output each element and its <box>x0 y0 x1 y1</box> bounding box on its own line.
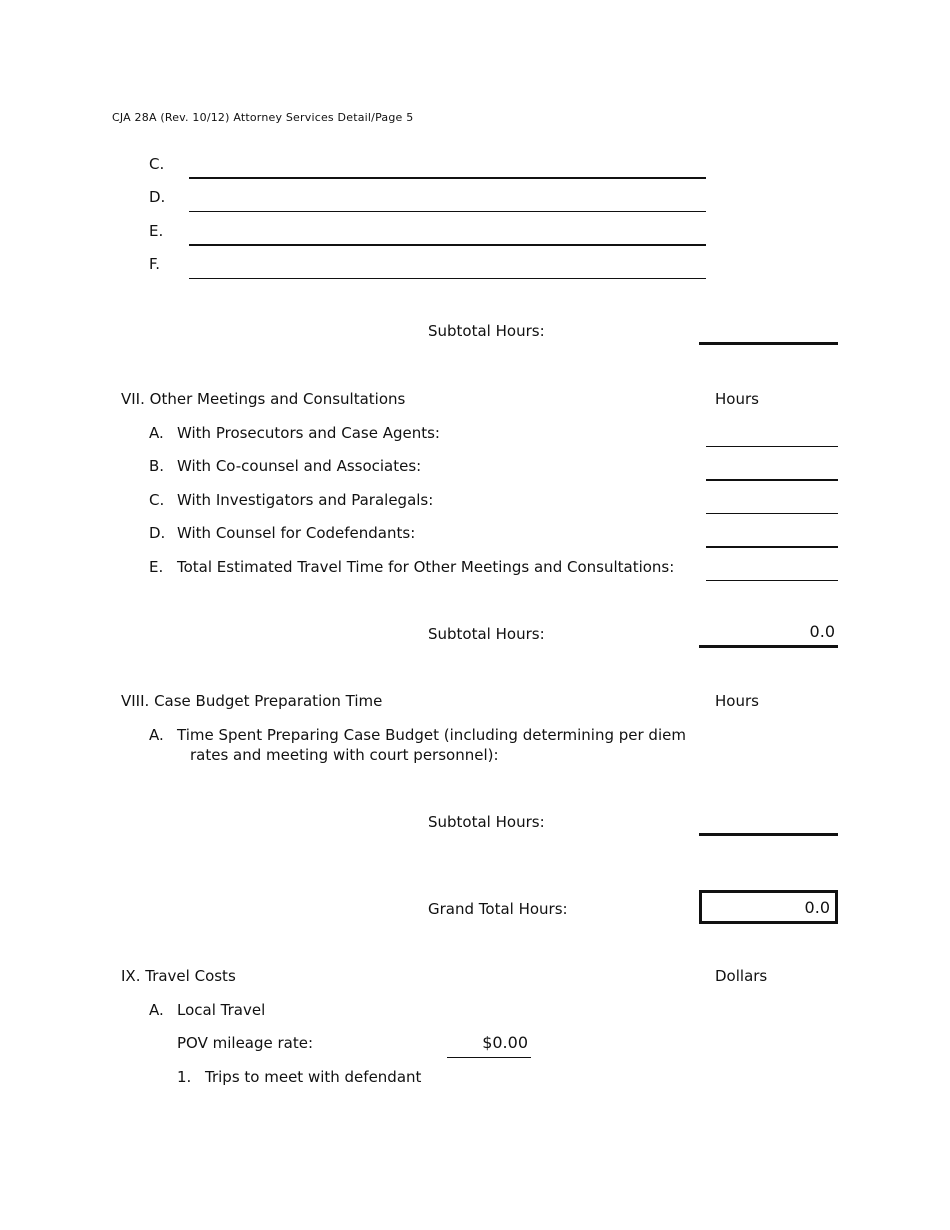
vii-c-label: With Investigators and Paralegals: <box>177 491 434 509</box>
vii-a-hours-field[interactable] <box>706 446 838 447</box>
line-letter-e: E. <box>149 222 164 240</box>
vii-d-hours-field[interactable] <box>706 546 838 548</box>
vii-d-letter: D. <box>149 524 166 542</box>
pov-mileage-underline <box>447 1057 531 1058</box>
line-c-field[interactable] <box>189 177 706 179</box>
subtotal-field-1[interactable] <box>699 342 838 345</box>
vii-e-letter: E. <box>149 558 164 576</box>
vii-e-label: Total Estimated Travel Time for Other Meetings and Consultations: <box>177 558 675 576</box>
vii-a-label: With Prosecutors and Case Agents: <box>177 424 440 442</box>
line-e-field[interactable] <box>189 244 706 246</box>
trip-1-label: Trips to meet with defendant <box>205 1068 422 1086</box>
section-viii-hours-header: Hours <box>715 692 759 710</box>
viii-a-letter: A. <box>149 726 164 744</box>
section-ix-title: IX. Travel Costs <box>121 967 236 985</box>
line-f-field[interactable] <box>189 278 706 279</box>
subtotal-label-2: Subtotal Hours: <box>428 625 545 643</box>
ix-a-letter: A. <box>149 1001 164 1019</box>
vii-a-letter: A. <box>149 424 164 442</box>
subtotal-field-3[interactable] <box>699 833 838 836</box>
vii-c-hours-field[interactable] <box>706 513 838 514</box>
viii-a-label-line2: rates and meeting with court personnel): <box>190 746 499 764</box>
subtotal-field-2 <box>699 645 838 648</box>
section-viii-title: VIII. Case Budget Preparation Time <box>121 692 383 710</box>
vii-c-letter: C. <box>149 491 165 509</box>
grand-total-value: 0.0 <box>804 898 830 917</box>
trip-1-number: 1. <box>177 1068 192 1086</box>
viii-a-label-line1: Time Spent Preparing Case Budget (including determining per diem <box>177 726 686 744</box>
section-vii-title: VII. Other Meetings and Consultations <box>121 390 406 408</box>
grand-total-label: Grand Total Hours: <box>428 900 568 918</box>
form-header: CJA 28A (Rev. 10/12) Attorney Services Detail/Page 5 <box>112 111 414 124</box>
section-ix-dollars-header: Dollars <box>715 967 768 985</box>
pov-mileage-value[interactable]: $0.00 <box>482 1033 528 1052</box>
subtotal-label-3: Subtotal Hours: <box>428 813 545 831</box>
grand-total-box[interactable] <box>699 890 838 924</box>
pov-mileage-label: POV mileage rate: <box>177 1034 314 1052</box>
vii-b-label: With Co-counsel and Associates: <box>177 457 422 475</box>
vii-e-hours-field[interactable] <box>706 580 838 581</box>
section-vii-hours-header: Hours <box>715 390 759 408</box>
line-d-field[interactable] <box>189 211 706 212</box>
vii-d-label: With Counsel for Codefendants: <box>177 524 416 542</box>
line-letter-f: F. <box>149 255 160 273</box>
ix-a-label: Local Travel <box>177 1001 266 1019</box>
vii-b-letter: B. <box>149 457 165 475</box>
line-letter-d: D. <box>149 188 166 206</box>
subtotal-value-2[interactable]: 0.0 <box>809 622 835 641</box>
subtotal-label-1: Subtotal Hours: <box>428 322 545 340</box>
vii-b-hours-field[interactable] <box>706 479 838 481</box>
line-letter-c: C. <box>149 155 165 173</box>
